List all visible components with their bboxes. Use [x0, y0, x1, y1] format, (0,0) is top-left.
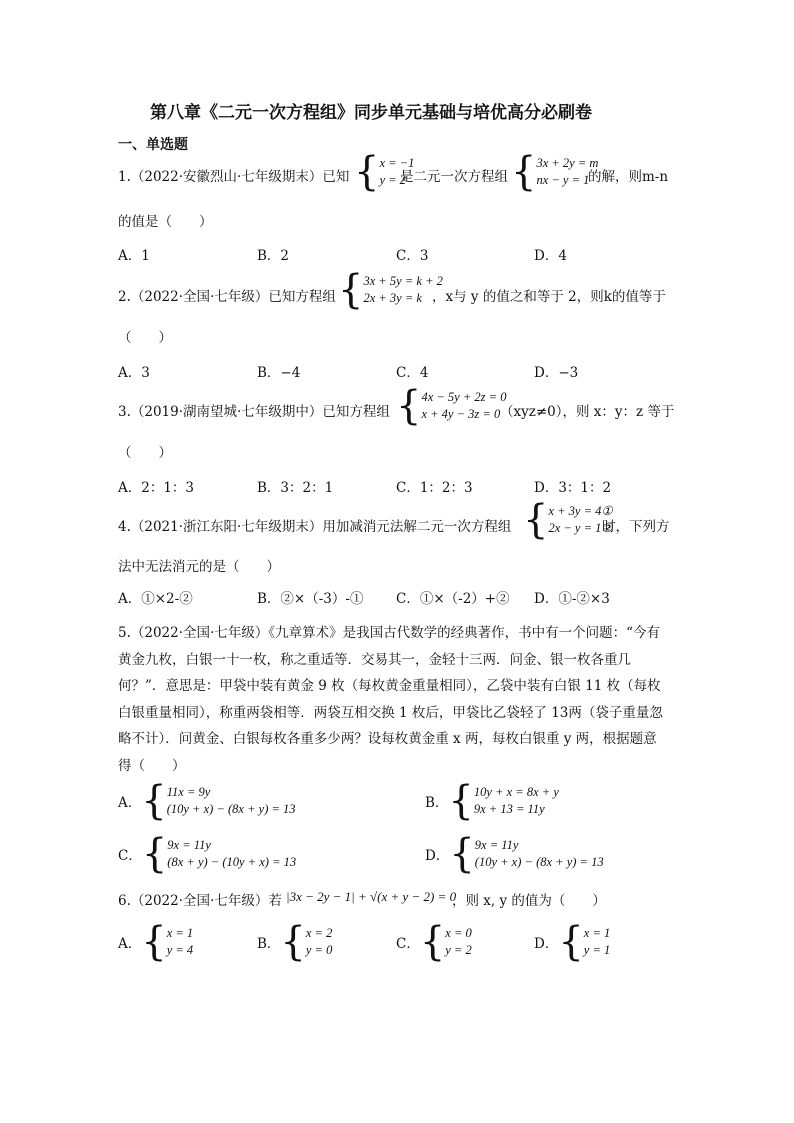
- q2-option-b[interactable]: B．−4: [257, 365, 301, 381]
- brace-icon: {: [448, 778, 474, 824]
- q2-equation-system: [338, 267, 443, 313]
- q5-option-c[interactable]: [118, 831, 297, 877]
- q6-option-d[interactable]: [534, 919, 611, 965]
- q5-option-a[interactable]: [118, 778, 296, 824]
- q5-stem-line: 黄金九枚，白银一十一枚，称之重适等．交易其一，金轻十三两．问金、银一枚各重几: [118, 651, 631, 668]
- brace-icon: {: [558, 919, 584, 965]
- brace-icon: {: [396, 383, 422, 429]
- q5-stem-line: 5.（2022·全国·七年级）《九章算术》是我国古代数学的经典著作，书中有一个问题：“今有: [118, 625, 660, 641]
- q5-option-b[interactable]: [425, 778, 559, 824]
- q6-option-a[interactable]: [118, 919, 194, 965]
- option-label: B．: [425, 795, 449, 811]
- brace-icon: {: [141, 778, 167, 824]
- q1-option-c[interactable]: C．3: [396, 248, 429, 264]
- q5-option-d[interactable]: [425, 831, 604, 877]
- equation-line: 10y + x = 8x + y: [473, 785, 559, 799]
- q3-stem-part2: （xyz≠0），则 x：y：z 等于: [500, 404, 675, 420]
- equation-line: 3x + 5y = k + 2: [363, 274, 443, 288]
- q2-option-a[interactable]: A．3: [118, 365, 150, 381]
- q5-stem: [118, 620, 663, 779]
- equation-line: 2x − y = 1②: [548, 521, 613, 535]
- q4-option-b[interactable]: B．②×（-3）-①: [257, 591, 364, 607]
- q3-option-d[interactable]: D．3：1：2: [534, 480, 612, 496]
- equation-line: x = 1: [166, 926, 194, 940]
- q4-stem-part1: 4.（2021·浙江东阳·七年级期末）用加减消元法解二元一次方程组: [118, 519, 512, 535]
- equation-line: 4x − 5y + 2z = 0: [421, 390, 507, 404]
- page-title: 第八章《二元一次方程组》同步单元基础与培优高分必刷卷: [150, 103, 592, 123]
- equation-line: y = 2: [379, 173, 406, 187]
- brace-icon: {: [280, 919, 306, 965]
- equation-line: x = 0: [445, 926, 472, 940]
- brace-icon: {: [354, 149, 380, 195]
- option-label: D．: [534, 936, 559, 952]
- q4-stem-part2: 时，下列方: [602, 519, 670, 535]
- q4-equation-system: [523, 497, 613, 543]
- equation-line: x = 2: [305, 926, 333, 940]
- option-label: C．: [118, 848, 142, 864]
- q5-stem-line: 何？”．意思是：甲袋中装有黄金 9 枚（每枚黄金重量相同），乙袋中装有白银 11 枚（每枚: [118, 678, 661, 694]
- equation-line: 2x + 3y = k: [363, 291, 422, 305]
- q6-stem-part2: ，则 x, y 的值为（ ）: [452, 893, 606, 909]
- option-label: B．: [257, 936, 281, 952]
- brace-icon: {: [419, 919, 446, 965]
- equation-line: 9x + 13 = 11y: [473, 802, 545, 816]
- q1-option-d[interactable]: D．4: [534, 248, 567, 264]
- q3-option-b[interactable]: B．3：2：1: [257, 480, 334, 496]
- option-label: C．: [396, 936, 420, 952]
- q4-stem-line2: 法中无法消元的是（ ）: [118, 559, 280, 575]
- equation-line: nx − y = 1: [536, 173, 590, 187]
- q3-stem-line2: （ ）: [118, 445, 172, 461]
- equation-line: (10y + x) − (8x + y) = 13: [474, 855, 604, 869]
- q5-stem-line: 白银重量相同），称重两袋相等．两袋互相交换 1 枚后，甲袋比乙袋轻了 13两（袋子重量忽: [118, 704, 663, 721]
- equation-line: 9x = 11y: [474, 838, 519, 852]
- brace-icon: {: [141, 831, 168, 877]
- q6-option-c[interactable]: [396, 919, 472, 965]
- equation-line: x + 3y = 4①: [548, 504, 613, 518]
- equation-line: (8x + y) − (10y + x) = 13: [167, 855, 297, 869]
- equation-line: y = 2: [445, 943, 472, 957]
- q2-stem-part1: 2.（2022·全国·七年级）已知方程组: [118, 289, 336, 305]
- q2-stem-line2: （ ）: [118, 330, 172, 346]
- q3-option-c[interactable]: C．1：2：3: [396, 480, 473, 496]
- brace-icon: {: [523, 497, 549, 543]
- brace-icon: {: [338, 267, 364, 313]
- q1-option-a[interactable]: A．1: [118, 248, 150, 264]
- q6-option-b[interactable]: [257, 919, 333, 965]
- q2-stem-part2: ，x与 y 的值之和等于 2，则k的值等于: [432, 289, 666, 305]
- q1-stem-part2: 是二元一次方程组: [400, 169, 508, 185]
- q5-stem-line: 得（ ）: [118, 757, 186, 774]
- equation-line: (10y + x) − (8x + y) = 13: [166, 802, 296, 816]
- brace-icon: {: [141, 919, 167, 965]
- q2-option-d[interactable]: D．−3: [534, 365, 579, 381]
- option-label: D．: [425, 848, 450, 864]
- option-label: A．: [118, 936, 142, 952]
- equation-line: 9x = 11y: [167, 838, 211, 852]
- brace-icon: {: [449, 831, 475, 877]
- q1-option-b[interactable]: B．2: [257, 248, 290, 264]
- equation-line: x = −1: [379, 156, 415, 170]
- equation-line: 11x = 9y: [166, 785, 211, 799]
- equation-line: x = 1: [583, 926, 611, 940]
- section-heading: 一、单选题: [118, 137, 188, 153]
- q6-stem-part1: 6.（2022·全国·七年级）若: [118, 893, 282, 909]
- q1-stem-part3: 的解，则m-n: [588, 169, 669, 185]
- equation-line: x + 4y − 3z = 0: [421, 407, 501, 421]
- q5-stem-line: 略不计）．问黄金、白银每枚各重多少两？设每枚黄金重 x 两，每枚白银重 y 两，根据题意: [118, 731, 657, 747]
- q1-stem-part1: 1.（2022·安徽烈山·七年级期末）已知: [118, 169, 350, 185]
- q2-option-c[interactable]: C．4: [396, 365, 429, 381]
- equation-line: 3x + 2y = m: [536, 156, 599, 170]
- q3-option-a[interactable]: A．2：1：3: [118, 480, 195, 496]
- q4-option-d[interactable]: D．①-②×3: [534, 591, 610, 607]
- equation-line: y = 1: [583, 943, 611, 957]
- q4-option-c[interactable]: C．①×（-2）+②: [396, 591, 510, 607]
- q1-equation-system: [511, 149, 599, 195]
- option-label: A．: [118, 795, 142, 811]
- q1-stem-line2: 的值是（ ）: [118, 214, 213, 230]
- q3-stem-part1: 3.（2019·湖南望城·七年级期中）已知方程组: [118, 404, 390, 420]
- brace-icon: {: [511, 149, 537, 195]
- equation-line: y = 0: [305, 943, 333, 957]
- q4-option-a[interactable]: A．①×2-②: [118, 591, 193, 607]
- equation-line: y = 4: [166, 943, 194, 957]
- q6-expression: |3x − 2y − 1| + √(x + y − 2) = 0: [286, 889, 457, 904]
- q3-equation-system: [396, 383, 507, 429]
